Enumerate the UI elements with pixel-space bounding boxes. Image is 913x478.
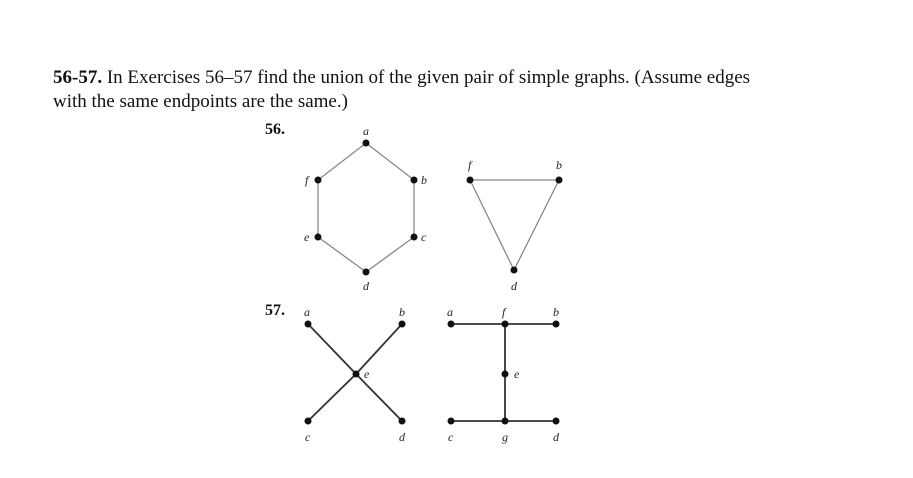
edge-b-e xyxy=(356,324,402,374)
edge-b-d xyxy=(514,180,559,270)
vertex-a xyxy=(305,321,312,328)
problem-number: 56-57. xyxy=(53,67,103,88)
vertex-f xyxy=(502,321,509,328)
label-a: a xyxy=(304,305,310,319)
problem-text-line1: In Exercises 56–57 find the union of the given pair of simple graphs. (Assume edges xyxy=(102,67,751,88)
edge-c-d xyxy=(366,237,414,272)
vertex-e xyxy=(315,234,322,241)
vertex-d xyxy=(399,418,406,425)
vertex-f xyxy=(467,177,474,184)
vertex-a xyxy=(363,140,370,147)
label-c: c xyxy=(421,230,427,244)
label-f: f xyxy=(468,158,472,172)
vertex-b xyxy=(411,177,418,184)
exercise-56-label: 56. xyxy=(265,121,285,138)
label-b: b xyxy=(556,158,562,172)
label-d: d xyxy=(553,430,559,444)
ex57-i-graph xyxy=(447,305,560,444)
problem-text-line2: with the same endpoints are the same.) xyxy=(53,91,348,112)
label-a: a xyxy=(447,305,453,319)
label-d: d xyxy=(363,279,369,293)
label-g: g xyxy=(502,430,508,444)
label-d: d xyxy=(511,279,517,293)
label-d: d xyxy=(399,430,405,444)
vertex-c xyxy=(448,418,455,425)
ex56-hexagon-graph xyxy=(304,124,427,293)
ex57-x-graph xyxy=(304,305,406,444)
label-f: f xyxy=(305,173,309,187)
label-f: f xyxy=(502,305,506,319)
vertex-c xyxy=(411,234,418,241)
vertex-c xyxy=(305,418,312,425)
edge-e-c xyxy=(308,374,356,421)
vertex-e xyxy=(502,371,509,378)
edge-d-f xyxy=(470,180,514,270)
vertex-b xyxy=(556,177,563,184)
edge-e-d xyxy=(356,374,402,421)
vertex-d xyxy=(511,267,518,274)
label-c: c xyxy=(305,430,311,444)
label-e: e xyxy=(364,367,370,381)
label-a: a xyxy=(363,124,369,138)
vertex-b xyxy=(553,321,560,328)
vertex-d xyxy=(553,418,560,425)
label-b: b xyxy=(421,173,427,187)
ex56-triangle-graph xyxy=(467,158,563,293)
label-b: b xyxy=(553,305,559,319)
exercise-57-label: 57. xyxy=(265,302,285,319)
edge-d-e xyxy=(318,237,366,272)
edge-f-a xyxy=(318,143,366,180)
label-e: e xyxy=(304,230,310,244)
vertex-f xyxy=(315,177,322,184)
edge-a-e xyxy=(308,324,356,374)
label-e: e xyxy=(514,367,520,381)
label-b: b xyxy=(399,305,405,319)
edge-a-b xyxy=(366,143,414,180)
vertex-d xyxy=(363,269,370,276)
vertex-a xyxy=(448,321,455,328)
vertex-e xyxy=(353,371,360,378)
vertex-g xyxy=(502,418,509,425)
label-c: c xyxy=(448,430,454,444)
vertex-b xyxy=(399,321,406,328)
